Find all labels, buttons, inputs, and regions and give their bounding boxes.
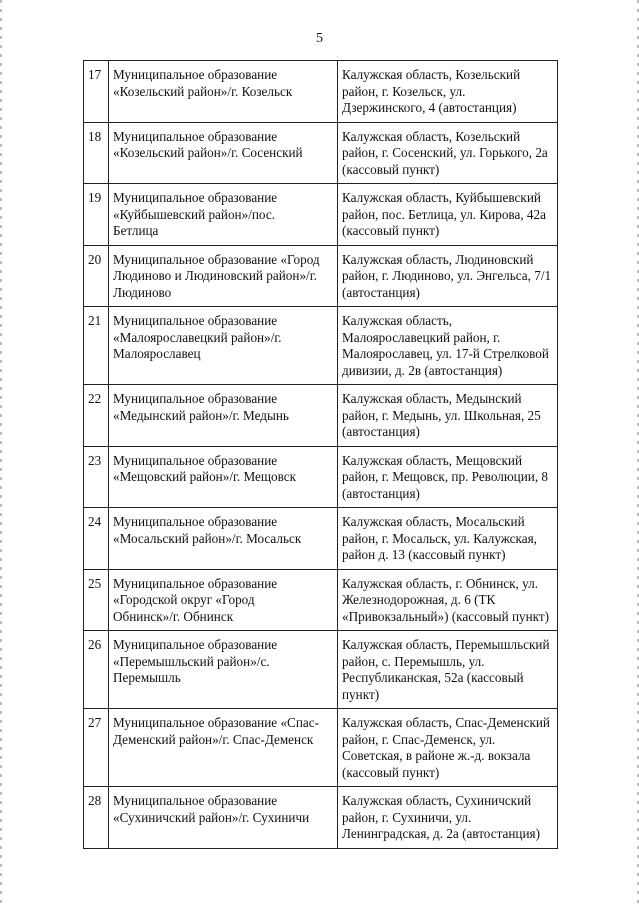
table-row — [84, 709, 558, 787]
address-cell — [338, 245, 558, 307]
table-row — [84, 61, 558, 123]
address-line: Калужская область, Козельский — [342, 67, 521, 82]
municipality-cell — [109, 631, 338, 709]
municipality-cell — [109, 385, 338, 447]
municipality-line: Людиново — [113, 284, 172, 300]
address-line: (автостанция) — [342, 485, 420, 501]
address-line: (автостанция) — [342, 284, 420, 300]
row-number: 26 — [84, 631, 109, 709]
municipality-line: Муниципальное образование «Город — [113, 251, 320, 267]
municipality-line: Муниципальное образование — [113, 452, 278, 468]
table-row — [84, 569, 558, 631]
municipality-cell — [109, 61, 338, 123]
row-number: 20 — [84, 245, 109, 307]
address-line: район, г. Сухиничи, ул. — [342, 809, 472, 825]
address-line: район, г. Мосальск, ул. Калужская, — [342, 530, 537, 546]
municipality-line: Муниципальное образование — [113, 128, 278, 144]
row-number: 23 — [84, 446, 109, 508]
table-row — [84, 631, 558, 709]
address-line: Калужская область, г. Обнинск, ул. — [342, 575, 539, 591]
municipality-cell — [109, 569, 338, 631]
row-number: 18 — [84, 122, 109, 184]
municipality-line: Муниципальное образование — [113, 313, 278, 328]
terminals-table — [83, 60, 558, 849]
table-row — [84, 508, 558, 570]
municipality-line: «Перемышльский район»/с. — [113, 653, 270, 669]
municipality-line: Муниципальное образование «Спас- — [113, 715, 319, 730]
municipality-cell — [109, 184, 338, 246]
address-cell — [338, 446, 558, 508]
table-row — [84, 245, 558, 307]
municipality-line: «Мосальский район»/г. Мосальск — [113, 530, 302, 546]
row-number: 21 — [84, 307, 109, 385]
municipality-line: Людиново и Людиновский район»/г. — [113, 268, 317, 283]
address-line: Калужская область, Людиновский — [342, 251, 534, 267]
municipality-line: «Мещовский район»/г. Мещовск — [113, 469, 297, 484]
row-number: 19 — [84, 184, 109, 246]
page-number: 5 — [316, 31, 323, 46]
address-cell — [338, 508, 558, 570]
address-line: Калужская область, Мосальский — [342, 514, 525, 529]
municipality-line: Перемышль — [113, 670, 181, 685]
scan-left-edge — [0, 0, 2, 904]
table-row — [84, 184, 558, 246]
address-line: Калужская область, — [342, 313, 453, 328]
municipality-line: Муниципальное образование — [113, 793, 278, 808]
municipality-line: Муниципальное образование — [113, 575, 278, 591]
row-number: 22 — [84, 385, 109, 447]
address-line: Малоярославец, ул. 17-й Стрелковой — [342, 346, 549, 361]
address-line: Калужская область, Сухиничский — [342, 793, 532, 808]
address-line: Калужская область, Спас-Деменский — [342, 715, 550, 730]
address-line: (кассовый пункт) — [342, 223, 440, 238]
address-cell — [338, 122, 558, 184]
municipality-line: «Малоярославецкий район»/г. — [113, 329, 282, 345]
address-line: Малоярославецкий район, г. — [342, 329, 501, 345]
address-line: (автостанция) — [342, 424, 420, 439]
municipality-line: Муниципальное образование — [113, 637, 278, 652]
address-cell — [338, 709, 558, 787]
address-line: Калужская область, Мещовский — [342, 452, 523, 468]
table-body — [84, 61, 558, 849]
municipality-line: «Медынский район»/г. Медынь — [113, 407, 289, 423]
address-line: Калужская область, Перемышльский — [342, 637, 550, 652]
address-line: район, пос. Бетлица, ул. Кирова, 42а — [342, 206, 546, 222]
municipality-line: Муниципальное образование — [113, 190, 278, 205]
municipality-cell — [109, 446, 338, 508]
address-cell — [338, 307, 558, 385]
address-line: «Привокзальный») (кассовый пункт) — [342, 608, 550, 624]
address-cell — [338, 385, 558, 447]
address-line: Калужская область, Медынский — [342, 391, 522, 406]
municipality-line: Бетлица — [113, 223, 159, 238]
address-line: Республиканская, 52а (кассовый — [342, 670, 524, 685]
municipality-line: Деменский район»/г. Спас-Деменск — [113, 731, 314, 747]
address-cell — [338, 61, 558, 123]
address-cell — [338, 569, 558, 631]
row-number: 24 — [84, 508, 109, 570]
municipality-line: «Сухиничский район»/г. Сухиничи — [113, 809, 310, 825]
address-line: (кассовый пункт) — [342, 764, 440, 780]
table-row — [84, 307, 558, 385]
municipality-line: Обнинск»/г. Обнинск — [113, 608, 234, 624]
address-line: Дзержинского, 4 (автостанция) — [342, 100, 517, 115]
address-line: Калужская область, Куйбышевский — [342, 190, 541, 205]
address-line: пункт) — [342, 686, 380, 702]
table-row — [84, 787, 558, 849]
municipality-line: Малоярославец — [113, 346, 201, 361]
address-line: район, г. Спас-Деменск, ул. — [342, 731, 496, 747]
address-line: Советская, в районе ж.-д. вокзала — [342, 748, 531, 763]
table-row — [84, 385, 558, 447]
municipality-line: Муниципальное образование — [113, 67, 278, 82]
address-cell — [338, 184, 558, 246]
address-line: Железнодорожная, д. 6 (ТК — [342, 592, 496, 607]
row-number: 27 — [84, 709, 109, 787]
municipality-line: «Куйбышевский район»/пос. — [113, 206, 275, 222]
municipality-line: Муниципальное образование — [113, 514, 278, 529]
municipality-line: «Козельский район»/г. Сосенский — [113, 145, 303, 160]
municipality-cell — [109, 709, 338, 787]
municipality-line: «Городской округ «Город — [113, 592, 255, 607]
address-line: район, г. Людиново, ул. Энгельса, 7/1 — [342, 268, 552, 283]
municipality-line: «Козельский район»/г. Козельск — [113, 83, 293, 99]
address-line: район, г. Медынь, ул. Школьная, 25 — [342, 407, 541, 423]
municipality-cell — [109, 307, 338, 385]
address-line: район д. 13 (кассовый пункт) — [342, 547, 506, 562]
address-line: район, г. Сосенский, ул. Горького, 2а — [342, 145, 548, 160]
row-number: 17 — [84, 61, 109, 123]
address-cell — [338, 787, 558, 849]
municipality-cell — [109, 508, 338, 570]
row-number: 25 — [84, 569, 109, 631]
row-number: 28 — [84, 787, 109, 849]
municipality-cell — [109, 787, 338, 849]
address-line: Ленинградская, д. 2а (автостанция) — [342, 826, 540, 841]
municipality-cell — [109, 122, 338, 184]
address-line: район, г. Козельск, ул. — [342, 83, 466, 99]
address-line: Калужская область, Козельский — [342, 128, 521, 144]
address-cell — [338, 631, 558, 709]
table-row — [84, 446, 558, 508]
table-row — [84, 122, 558, 184]
municipality-line: Муниципальное образование — [113, 391, 278, 406]
address-line: (кассовый пункт) — [342, 161, 440, 177]
address-line: район, г. Мещовск, пр. Революции, 8 — [342, 469, 549, 484]
address-line: район, с. Перемышль, ул. — [342, 653, 485, 669]
address-line: дивизии, д. 2в (автостанция) — [342, 362, 503, 378]
municipality-cell — [109, 245, 338, 307]
